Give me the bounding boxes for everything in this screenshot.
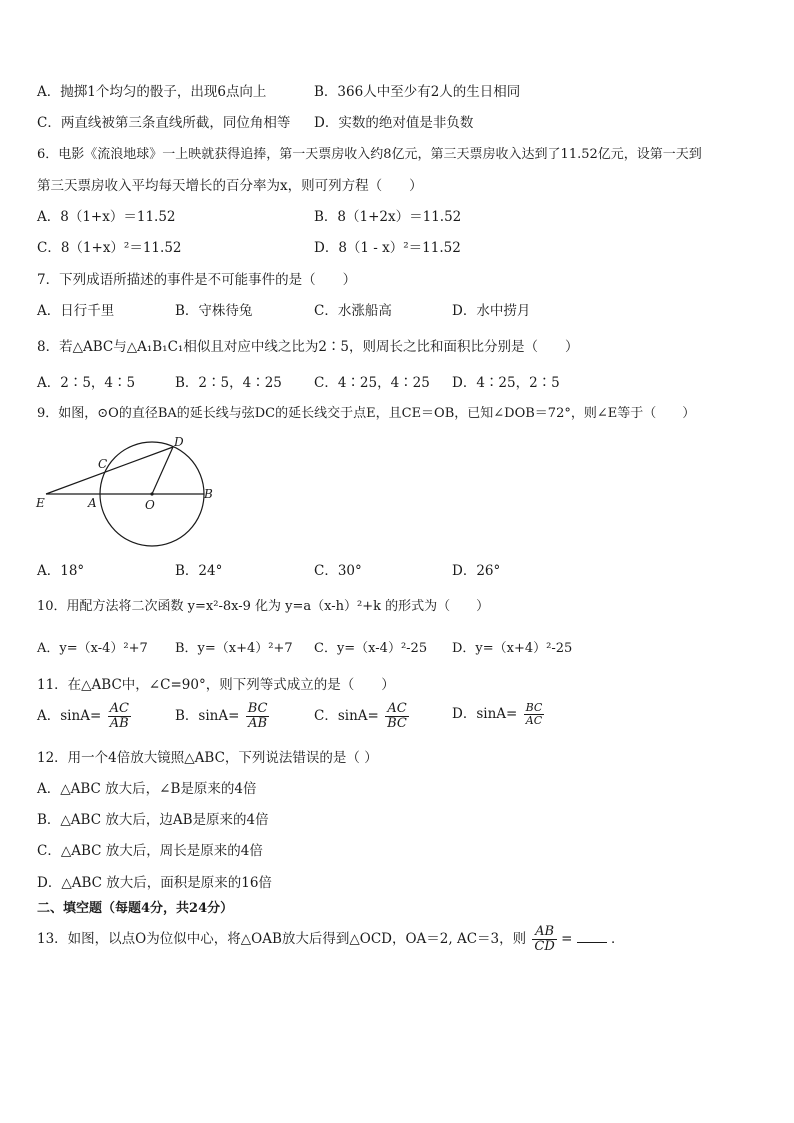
label-a: A <box>88 496 97 510</box>
label-b: B <box>204 487 213 501</box>
q6-stem-line1: 6．电影《流浪地球》一上映就获得追捧，第一天票房收入约8亿元，第三天票房收入达到了11.52亿元，设第一天到 <box>37 147 702 162</box>
q10-stem: 10．用配方法将二次函数 y=x²-8x-9 化为 y=a（x-h）²+k 的形式为（ ） <box>37 599 490 614</box>
q11-option-d[interactable] <box>452 702 544 727</box>
q8-option-b[interactable]: B．2∶5，4∶25 <box>175 375 282 391</box>
q6-option-b[interactable]: B．8（1+2x）＝11.52 <box>314 209 462 225</box>
label-d: D <box>174 435 184 449</box>
q11-b-fraction <box>246 702 270 731</box>
q7-option-b[interactable]: B．守株待兔 <box>175 303 253 319</box>
q12-option-b[interactable]: B．△ABC 放大后，边AB是原来的4倍 <box>37 812 269 828</box>
label-e: E <box>36 496 45 510</box>
q7-stem: 7．下列成语所描述的事件是不可能事件的是（ ） <box>37 272 357 288</box>
q6-option-c[interactable]: C．8（1+x）²＝11.52 <box>37 240 182 256</box>
q9-option-a[interactable]: A．18° <box>37 563 85 579</box>
q8-stem: 8．若△ABC与△A₁B₁C₁相似且对应中线之比为2∶5，则周长之比和面积比分别是（ ） <box>37 339 579 355</box>
q6-option-a[interactable]: A．8（1+x）＝11.52 <box>37 209 176 225</box>
q12-option-c[interactable]: C．△ABC 放大后，周长是原来的4倍 <box>37 843 263 859</box>
q8-option-c[interactable]: C．4∶25，4∶25 <box>314 375 430 391</box>
q8-option-d[interactable]: D．4∶25，2∶5 <box>452 375 560 391</box>
q9-stem: 9．如图，⊙O的直径BA的延长线与弦DC的延长线交于点E，且CE＝OB，已知∠DOB＝72°，则∠E等于（ ） <box>37 406 696 421</box>
q13-denominator: CD <box>534 939 555 954</box>
q9-option-b[interactable]: B．24° <box>175 563 223 579</box>
q11-d-fraction <box>524 702 545 727</box>
q11-a-label: A．sinA= <box>37 708 102 724</box>
q11-d-label: D．sinA= <box>452 706 518 722</box>
q11-b-denominator: AB <box>248 716 268 731</box>
q13-fraction <box>532 925 556 954</box>
q13-numerator: AB <box>532 925 556 940</box>
q11-b-label: B．sinA= <box>175 708 240 724</box>
q7-option-c[interactable]: C．水涨船高 <box>314 303 392 319</box>
q11-d-numerator: BC <box>525 701 543 714</box>
q11-c-fraction <box>385 702 409 731</box>
q10-option-c[interactable]: C．y=（x-4）²-25 <box>314 641 428 656</box>
q7-option-d[interactable]: D．水中捞月 <box>452 303 531 319</box>
q13-tail: ． <box>611 931 625 947</box>
q10-option-d[interactable]: D．y=（x+4）²-25 <box>452 641 573 656</box>
q10-option-a[interactable]: A．y=（x-4）²+7 <box>37 641 148 656</box>
q11-a-denominator: AB <box>109 716 129 731</box>
q13-stem: 13．如图，以点O为位似中心，将△OAB放大后得到△OCD，OA＝2, AC＝3，则 <box>37 931 527 947</box>
q5-option-d[interactable]: D．实数的绝对值是非负数 <box>314 115 474 131</box>
q6-stem-line2: 第三天票房收入平均每天增长的百分率为x，则可列方程（ ） <box>37 178 423 194</box>
q5-option-c[interactable]: C．两直线被第三条直线所截，同位角相等 <box>37 115 291 131</box>
q12-option-a[interactable]: A．△ABC 放大后，∠B是原来的4倍 <box>37 781 257 797</box>
q6-option-d[interactable]: D．8（1 - x）²＝11.52 <box>314 240 461 256</box>
q5-option-b[interactable]: B．366人中至少有2人的生日相同 <box>314 84 521 100</box>
label-c: C <box>98 457 108 471</box>
q11-c-label: C．sinA= <box>314 708 379 724</box>
q10-option-b[interactable]: B．y=（x+4）²+7 <box>175 641 293 656</box>
q13-stem-row <box>37 925 625 954</box>
q7-option-a[interactable]: A．日行千里 <box>37 303 115 319</box>
q11-a-numerator: AC <box>109 701 129 716</box>
q11-stem: 11．在△ABC中，∠C=90°，则下列等式成立的是（ ） <box>37 677 395 693</box>
q11-option-b[interactable] <box>175 702 269 731</box>
q11-c-denominator: BC <box>387 716 407 731</box>
q11-option-a[interactable] <box>37 702 131 731</box>
q11-d-denominator: AC <box>525 714 543 727</box>
q8-option-a[interactable]: A．2∶5，4∶5 <box>37 375 136 391</box>
q9-circle-figure <box>30 430 230 555</box>
q9-option-d[interactable]: D．26° <box>452 563 501 579</box>
q12-stem: 12．用一个4倍放大镜照△ABC，下列说法错误的是（ ） <box>37 750 378 766</box>
q5-option-a[interactable]: A．抛掷1个均匀的骰子，出现6点向上 <box>37 84 267 100</box>
line-ed <box>46 447 173 494</box>
q13-equals: = <box>561 931 573 947</box>
section-title-fill-in: 二、填空题（每题4分，共24分） <box>37 901 234 916</box>
q9-option-c[interactable]: C．30° <box>314 563 362 579</box>
center-point <box>150 492 153 495</box>
q11-a-fraction <box>108 702 131 731</box>
q11-c-numerator: AC <box>385 702 409 717</box>
label-o: O <box>145 498 155 512</box>
q12-option-d[interactable]: D．△ABC 放大后，面积是原来的16倍 <box>37 875 272 891</box>
q13-answer-blank[interactable] <box>577 930 607 943</box>
q11-option-c[interactable] <box>314 702 409 731</box>
q11-b-numerator: BC <box>247 701 268 716</box>
